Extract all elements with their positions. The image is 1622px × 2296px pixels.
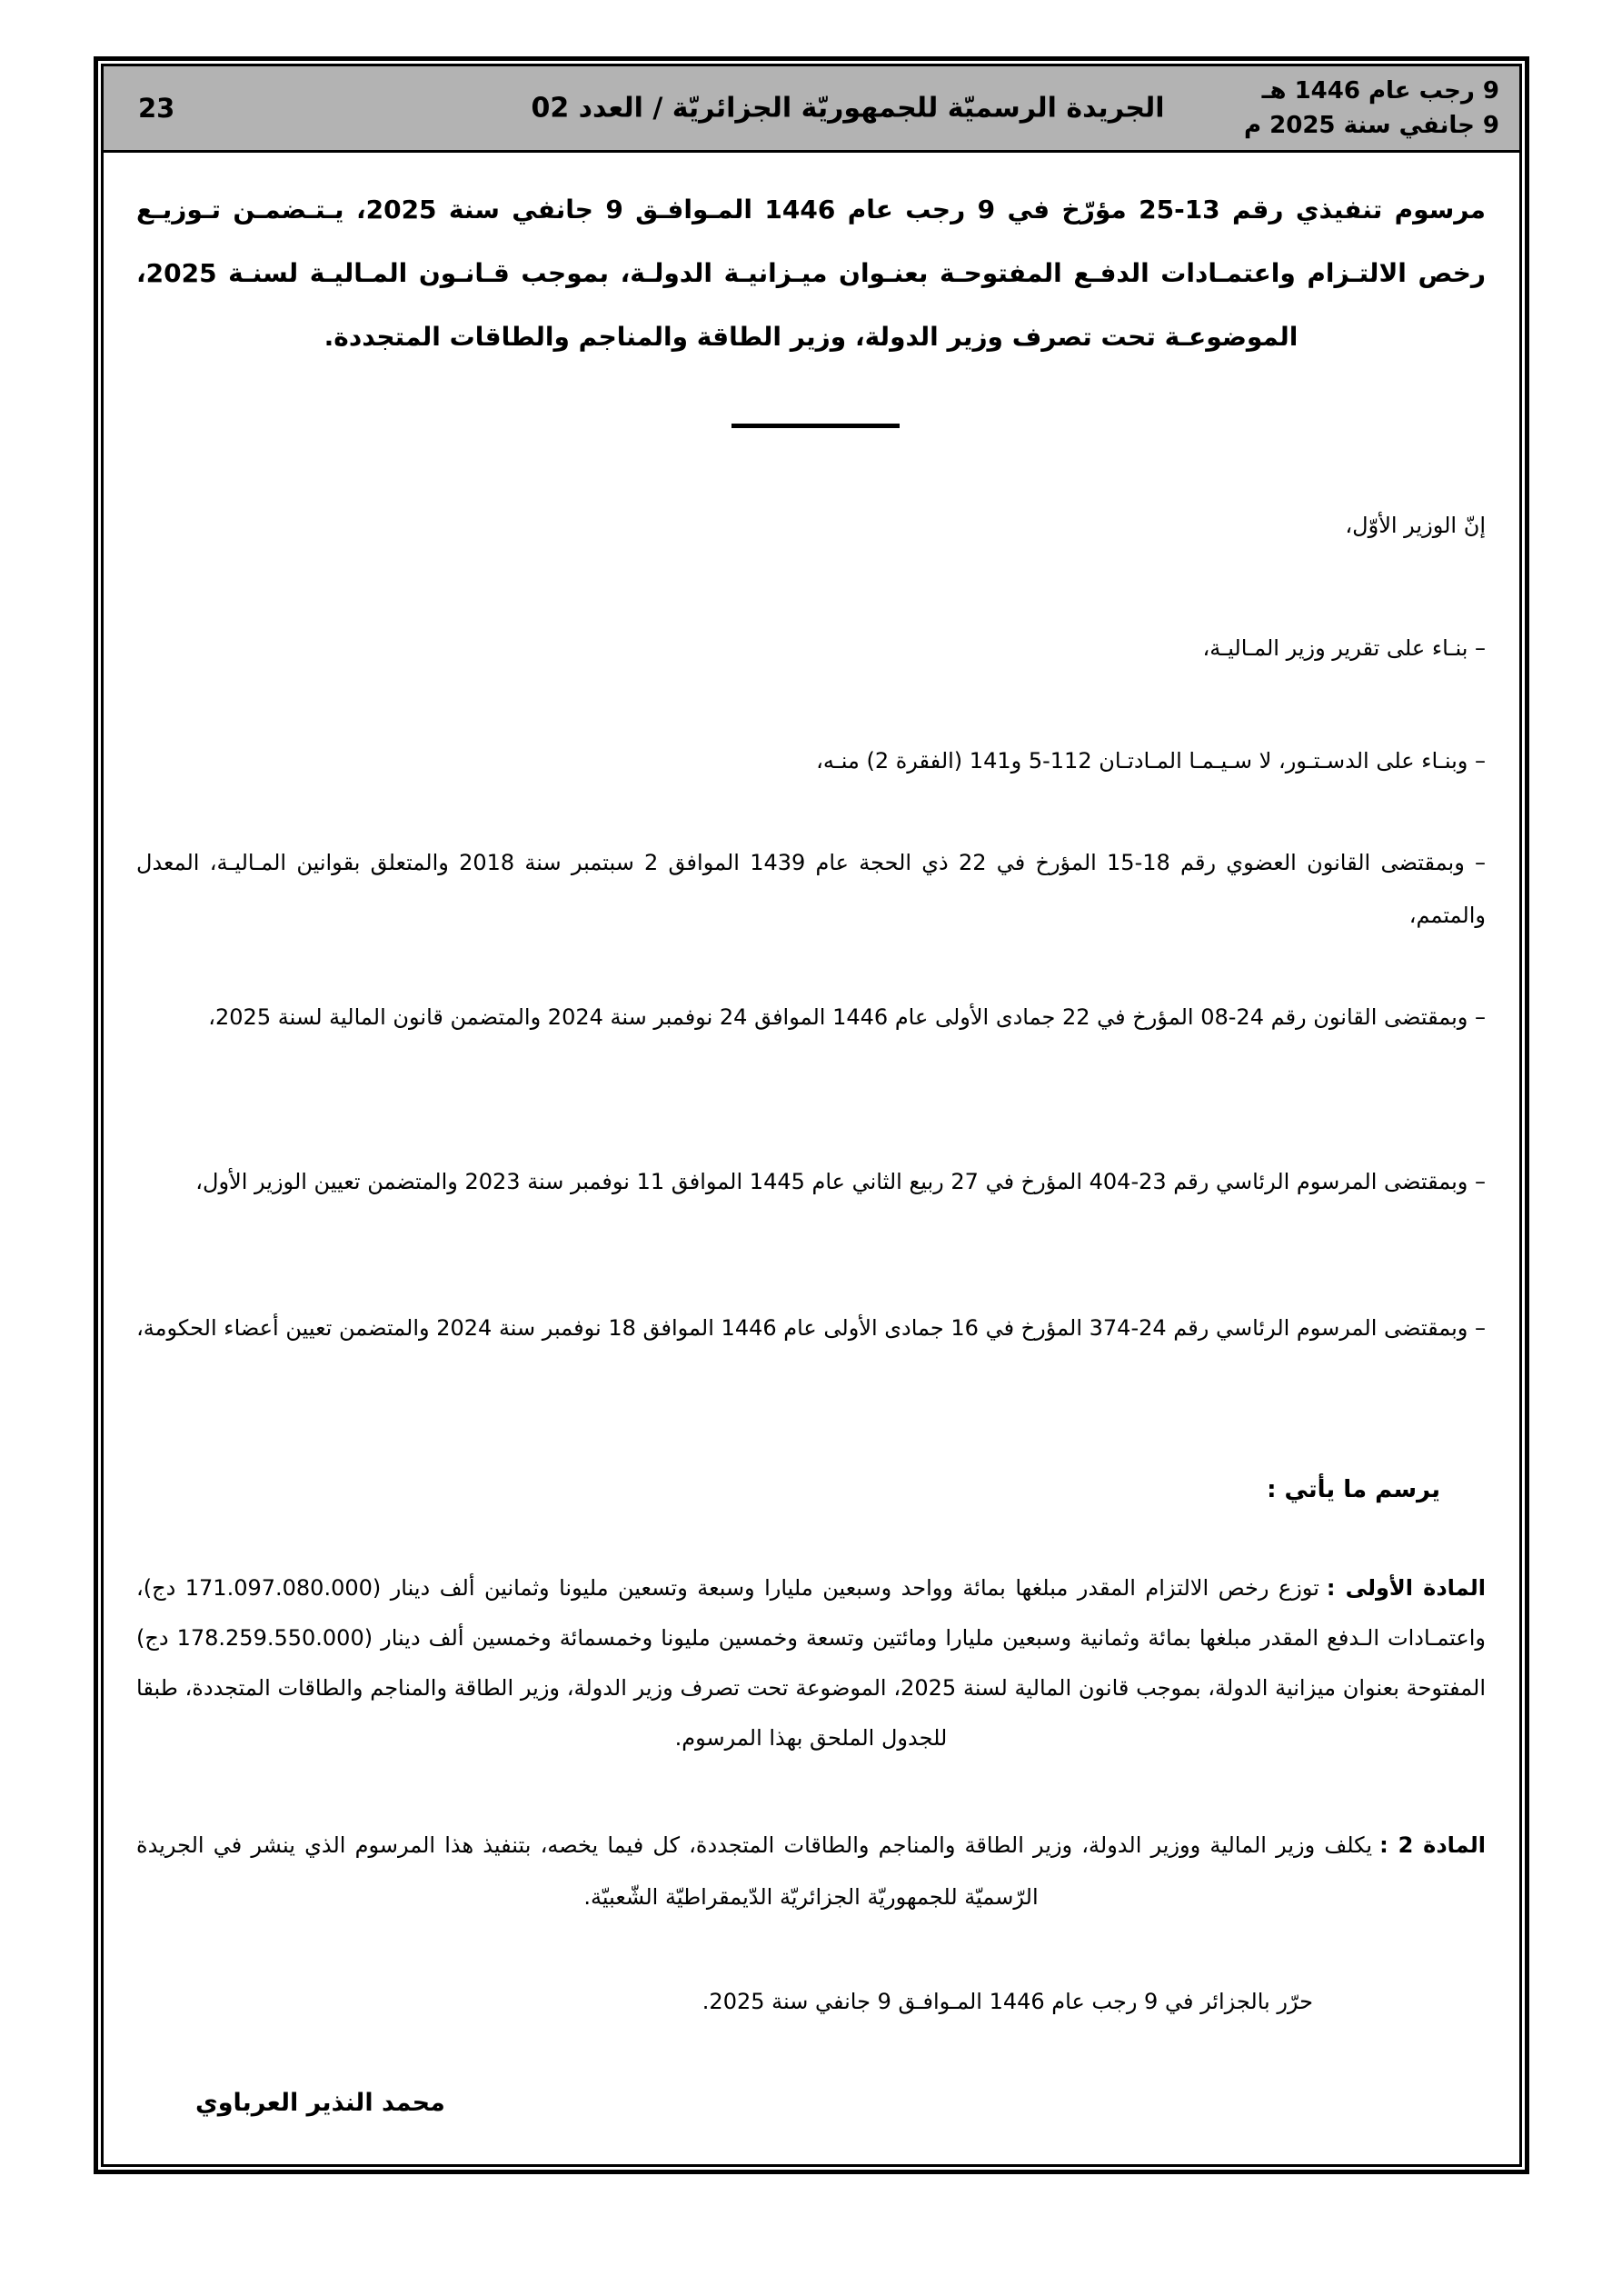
consideration-item: – وبنـاء على الدسـتـور، لا سـيـمـا المـادتـان 112-5 و141 (الفقرة 2) منـه، bbox=[816, 748, 1486, 774]
signatory-name: محمد النذير العرباوي bbox=[195, 2089, 445, 2117]
title-separator-rule bbox=[731, 424, 900, 428]
preamble-intro: إنّ الوزير الأوّل، bbox=[1345, 513, 1486, 538]
consideration-item: – بنـاء على تقرير وزير المـاليـة، bbox=[1202, 635, 1486, 661]
page-number: 23 bbox=[138, 93, 175, 124]
enactment-formula: يرسم ما يأتي : bbox=[1267, 1476, 1440, 1503]
article-1-label: المادة الأولى : bbox=[1326, 1575, 1486, 1601]
article-1-text: توزع رخص الالتزام المقدر مبلغها بمائة وواحد وسبعين مليارا وسبعة وتسعين مليونا وثمانين ألف دينار (171.097.080.000 دج)، واعتمـادات الـدفع المقدر مبلغها بمائة وثمانية وسبعين مليارا ومائتين وتسعة وخمسين مليونا وخمسمائة وخمسين ألف دينار (178.259.550.000 دج) المفتوحة بعنوان ميزانية الدولة، بموجب قانون المالية لسنة 2025، الموضوعة تحت تصرف وزير الدولة، وزير الطاقة والمناجم والطاقات المتجددة، طبقا للجدول الملحق بهذا المرسوم. bbox=[136, 1575, 1487, 1751]
header-gregorian-date: 9 جانفي سنة 2025 م bbox=[1244, 112, 1499, 139]
consideration-item: – وبمقتضى القانون العضوي رقم 18-15 المؤرخ في 22 ذي الحجة عام 1439 الموافق 2 سبتمبر سنة 2018 والمتعلق بقوانين المـاليـة، المعدل والمتمم، bbox=[136, 850, 1487, 928]
article-1 bbox=[136, 1563, 1486, 1763]
closing-place-date: حرّر بالجزائر في 9 رجب عام 1446 المـوافـق 9 جانفي سنة 2025. bbox=[702, 1989, 1313, 2014]
consideration-item: – وبمقتضى المرسوم الرئاسي رقم 23-404 المؤرخ في 27 ربيع الثاني عام 1445 الموافق 11 نوفمبر سنة 2023 والمتضمن تعيين الوزير الأول، bbox=[195, 1169, 1486, 1194]
decree-title: مرسوم تنفيذي رقم 13-25 مؤرّخ في 9 رجب عام 1446 المـوافـق 9 جانفي سنة 2025، يـتـضمـن تـوزيـع رخص الالتـزام واعتمـادات الدفـع المفتوحـة بعنـوان ميـزانيـة الدولـة، بموجب قـانـون المـاليـة لسنـة 2025، الموضوعـة تحت تصرف وزير الدولة، وزير الطاقة والمناجم والطاقات المتجددة. bbox=[136, 195, 1486, 352]
consideration-item: – وبمقتضى القانون رقم 24-08 المؤرخ في 22 جمادى الأولى عام 1446 الموافق 24 نوفمبر سنة 2024 والمتضمن قانون المالية لسنة 2025، bbox=[208, 1004, 1486, 1030]
header-dates bbox=[1244, 74, 1499, 143]
article-2-label: المادة 2 : bbox=[1379, 1832, 1487, 1858]
journal-header-bar bbox=[104, 66, 1519, 153]
journal-title: الجريدة الرسميّة للجمهوريّة الجزائريّة / العدد 02 bbox=[531, 92, 1165, 125]
article-2 bbox=[136, 1820, 1486, 1923]
consideration-item: – وبمقتضى المرسوم الرئاسي رقم 24-374 المؤرخ في 16 جمادى الأولى عام 1446 الموافق 18 نوفمبر سنة 2024 والمتضمن تعيين أعضاء الحكومة، bbox=[136, 1315, 1486, 1341]
article-2-text: يكلف وزير المالية ووزير الدولة، وزير الطاقة والمناجم والطاقات المتجددة، كل فيما يخصه، بتنفيذ هذا المرسوم الذي ينشر في الجريدة الرّسميّة للجمهوريّة الجزائريّة الدّيمقراطيّة الشّعبيّة. bbox=[136, 1832, 1373, 1910]
header-hijri-date: 9 رجب عام 1446 هـ bbox=[1261, 77, 1499, 105]
